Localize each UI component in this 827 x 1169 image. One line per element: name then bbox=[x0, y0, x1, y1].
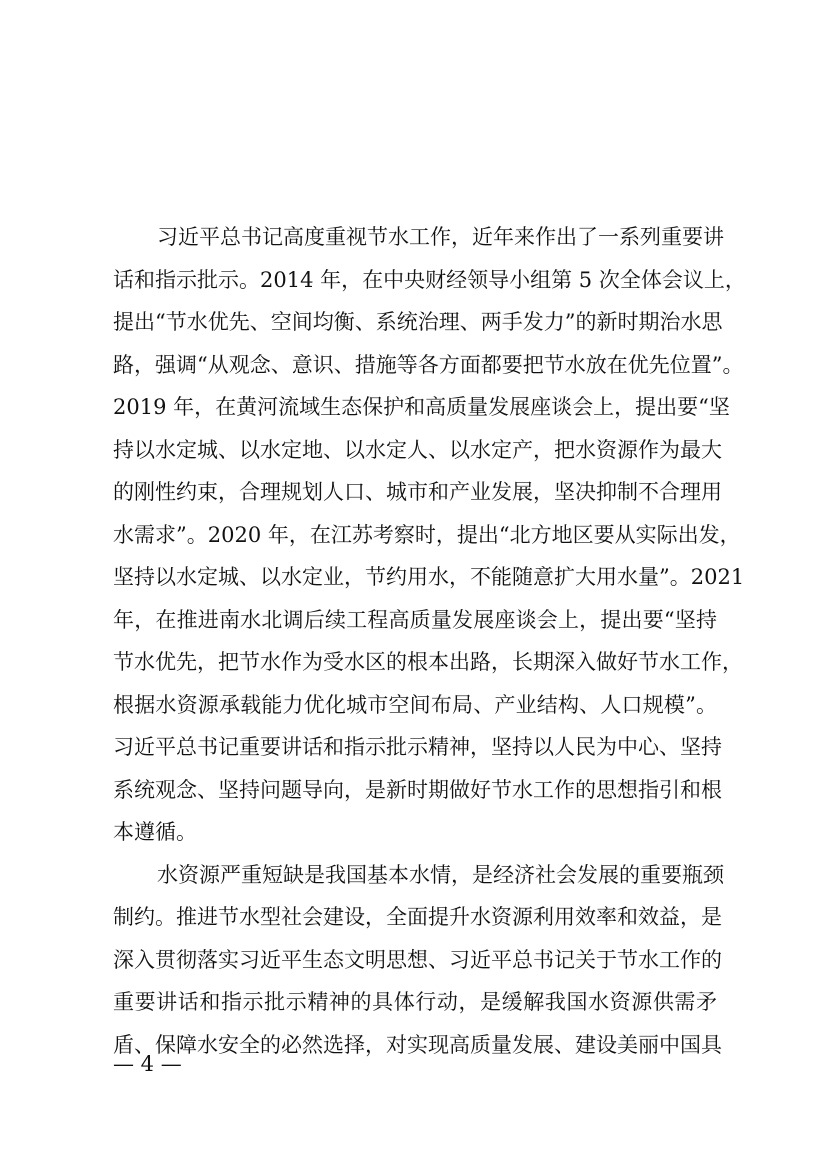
paragraph-1-line-15: 本遵循。 bbox=[113, 820, 197, 844]
paragraph-1-line-7: 的刚性约束，合理规划人口、城市和产业发展，坚决抑制不合理用 bbox=[113, 480, 722, 504]
paragraph-1-line-8: 水需求”。2020 年，在江苏考察时，提出“北方地区要从实际出发， bbox=[113, 522, 741, 547]
paragraph-1-line-13: 习近平总书记重要讲话和指示批示精神，坚持以人民为中心、坚持 bbox=[113, 735, 722, 759]
paragraph-1-line-11: 节水优先，把节水作为受水区的根本出路，长期深入做好节水工作， bbox=[113, 650, 743, 674]
paragraph-2-line-3: 深入贯彻落实习近平生态文明思想、习近平总书记关于节水工作的 bbox=[113, 947, 722, 972]
paragraph-2-line-2: 制约。推进节水型社会建设，全面提升水资源利用效率和效益，是 bbox=[113, 905, 722, 929]
body-text bbox=[113, 216, 746, 1066]
paragraph-2-line-4: 重要讲话和指示批示精神的具体行动，是缓解我国水资源供需矛 bbox=[113, 990, 717, 1014]
paragraph-2-line-1: 水资源严重短缺是我国基本水情，是经济社会发展的重要瓶颈 bbox=[157, 862, 724, 887]
paragraph-1-line-3: 提出“节水优先、空间均衡、系统治理、两手发力”的新时期治水思 bbox=[113, 310, 723, 334]
paragraph-1-line-6: 持以水定城、以水定地、以水定人、以水定产，把水资源作为最大 bbox=[113, 437, 722, 462]
paragraph-1-line-12: 根据水资源承载能力优化城市空间布局、产业结构、人口规模”。 bbox=[113, 692, 717, 717]
paragraph-1-line-9: 坚持以水定城、以水定业，节约用水，不能随意扩大用水量”。2021 bbox=[113, 565, 745, 589]
paragraph-2-line-5: 盾、保障水安全的必然选择，对实现高质量发展、建设美丽中国具 bbox=[113, 1032, 722, 1057]
page-number: — 4 — bbox=[113, 1052, 182, 1076]
paragraph-1-line-14: 系统观念、坚持问题导向，是新时期做好节水工作的思想指引和根 bbox=[113, 777, 722, 802]
paragraph-1-line-2: 话和指示批示。2014 年，在中央财经领导小组第 5 次全体会议上， bbox=[113, 267, 746, 292]
paragraph-1-line-4: 路，强调“从观念、意识、措施等各方面都要把节水放在优先位置”。 bbox=[113, 352, 744, 377]
paragraph-1-line-5: 2019 年，在黄河流域生态保护和高质量发展座谈会上，提出要“坚 bbox=[113, 395, 730, 419]
paragraph-1-line-10: 年，在推进南水北调后续工程高质量发展座谈会上，提出要“坚持 bbox=[113, 607, 717, 632]
paragraph-1-line-1: 习近平总书记高度重视节水工作，近年来作出了一系列重要讲 bbox=[157, 225, 724, 249]
